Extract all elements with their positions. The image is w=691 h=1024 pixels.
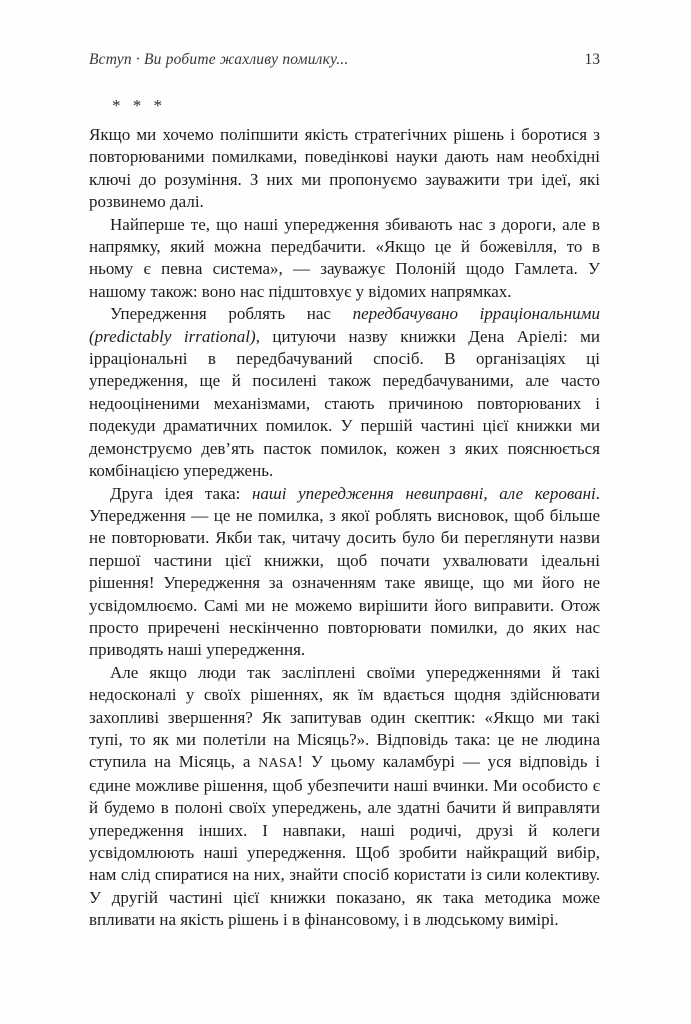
running-title: Вступ · Ви робите жахливу помилку... [89, 51, 349, 68]
running-header [89, 50, 600, 70]
paragraph-segment-italic: наші упередження невиправні, але керовані [251, 483, 596, 503]
body-text [89, 124, 600, 932]
paragraph-segment-roman: Якщо ми хочемо поліпшити якість стратегічних рішень і боротися з повторюваними помилками, поведінкові науки дають нам необхідні ключі до розуміння. З них ми пропонуємо зауважити три ідеї, які розвинемо далі. [89, 125, 600, 212]
body-paragraph [89, 303, 600, 482]
body-paragraph [89, 662, 600, 932]
paragraph-segment-roman: Найперше те, що наші упередження збивають нас з дороги, але в напрямку, який можна передбачити. «Якщо це й божевілля, то в ньому є певна система», — зауважує Полоній щодо Гамлета. У нашому також: воно нас підштовхує у відомих напрямках. [89, 214, 600, 301]
paragraph-segment-italic: передбачувано ірраціональними (predictably irrational) [89, 304, 600, 346]
paragraph-segment-roman: Але якщо люди так засліплені своїми упередженнями й такі недосконалі у своїх рішеннях, як їм вдається щодня здійснювати захопливі звершення? Як запитував один скептик: «Якщо ми такі тупі, то як ми полетіли на Місяць?». Відповідь така: це не людина ступила на Місяць, а [89, 662, 600, 772]
paragraph-segment-roman: Друга ідея така: [110, 483, 252, 503]
body-paragraph [89, 483, 600, 662]
paragraph-segment-roman: , цитуючи назву книжки Дена Аріелі: ми ірраціональні в передбачуваний спосіб. В організаціях ці упередження, ще й посилені також передбачуваними, але часто недооціненими механізмами, стають причиною повторюваних і подекуди драматичних помилок. У першій частині цієї книжки ми демонструємо дев’ять пасток помилок, кожен з яких пояснюється комбінацією упереджень. [89, 326, 600, 481]
page-number: 13 [584, 51, 600, 68]
paragraph-segment-roman: . Упередження — це не помилка, з якої роблять висновок, щоб більше не повторювати. Якби так, читачу досить було би переглянути назви першої частини цієї книжки, щоб почати ухвалювати ідеальні рішення! Упередження за означенням таке явище, що ми його не усвідомлюємо. Самі ми не можемо вирішити його виправити. Отож просто приречені нескінченно повторювати помилки, до яких нас приводять наші упередження. [89, 483, 600, 660]
paragraph-segment-roman: ! У цьому каламбурі — уся відповідь і єдине можливе рішення, щоб убезпечити наші вчинки. Ми особисто є й будемо в полоні своїх упереджень, але здатні бачити й виправляти упередження інших. І навпаки, наші родичі, друзі й колеги усвідомлюють наші упередження. Щоб зробити найкращий вибір, нам слід спиратися на них, знайти спосіб користати із сили колективу. У другій частині цієї книжки показано, як така методика може впливати на якість рішень і в фінансовому, і в людському вимірі. [89, 752, 600, 930]
body-paragraph [89, 214, 600, 304]
paragraph-segment-smallcaps: NASA [258, 755, 298, 771]
section-separator: * * * [112, 96, 166, 115]
body-paragraph [89, 124, 600, 214]
paragraph-segment-roman: Упередження роблять нас [110, 304, 353, 324]
